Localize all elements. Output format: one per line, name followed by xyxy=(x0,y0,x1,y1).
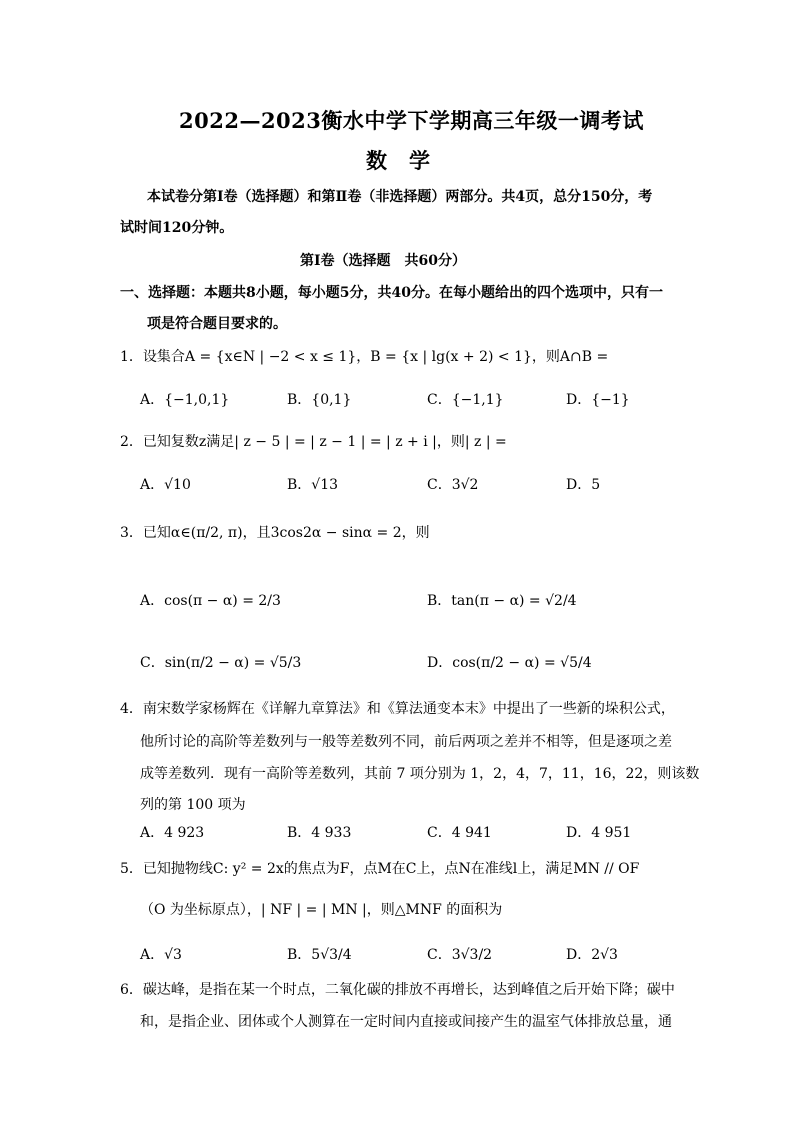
q2-option-d: D．5 xyxy=(566,477,601,493)
q3-option-c: C．sin(π/2 − α) = √5/3 xyxy=(140,655,302,671)
question-number: 4． xyxy=(120,701,143,717)
q4-stem-line-3: 成等差数列．现有一高阶等差数列，其前 7 项分别为 1，2，4，7，11，16，22，则该数 xyxy=(140,766,700,782)
q4-option-b: B．4 933 xyxy=(287,825,352,841)
part1-title: 第Ⅰ卷（选择题 共60分） xyxy=(300,253,467,269)
intro-line-1: 本试卷分第Ⅰ卷（选择题）和第Ⅱ卷（非选择题）两部分。共4页，总分150分，考 xyxy=(147,189,653,205)
question-stem: 已知α∈(π/2, π)，且3cos2α − sinα = 2，则 xyxy=(142,525,430,541)
q1-option-d: D．{−1} xyxy=(566,392,630,408)
section-instructions-line-1: 一、选择题：本题共8小题，每小题5分，共40分。在每小题给出的四个选项中，只有一 xyxy=(120,285,663,301)
question-stem-line-1: 碳达峰，是指在某一个时点，二氧化碳的排放不再增长，达到峰值之后开始下降；碳中 xyxy=(142,982,675,998)
q5-option-b: B．5√3/4 xyxy=(287,947,352,963)
q4-option-c: C．4 941 xyxy=(427,825,492,841)
question-stem-line-1: 南宋数学家杨辉在《详解九章算法》和《算法通变本末》中提出了一些新的垛积公式， xyxy=(142,701,675,717)
q1-option-b: B．{0,1} xyxy=(287,392,352,408)
q1-option-a: A．{−1,0,1} xyxy=(140,392,230,408)
question-number: 1． xyxy=(120,349,143,365)
question-5 xyxy=(120,858,639,878)
question-6 xyxy=(120,979,675,999)
q3-option-b: B．tan(π − α) = √2/4 xyxy=(427,593,577,609)
q3-option-d: D．cos(π/2 − α) = √5/4 xyxy=(427,655,592,671)
question-number: 5． xyxy=(120,861,143,877)
section-instructions-line-2: 项是符合题目要求的。 xyxy=(147,316,287,332)
question-stem: 已知复数z满足| z − 5 | = | z − 1 | = | z + i |，则| z | = xyxy=(142,434,507,450)
q2-option-a: A．√10 xyxy=(140,477,191,493)
q3-option-a: A．cos(π − α) = 2/3 xyxy=(140,593,281,609)
q1-option-c: C．{−1,1} xyxy=(427,392,504,408)
q4-stem-line-4: 列的第 100 项为 xyxy=(140,797,246,813)
question-4 xyxy=(120,698,675,718)
intro-line-2: 试时间120分钟。 xyxy=(120,220,234,236)
question-3 xyxy=(120,522,430,542)
question-stem-line-1: 已知抛物线C: y² = 2x的焦点为F，点M在C上，点N在准线l上，满足MN // OF xyxy=(142,861,640,877)
q2-option-c: C．3√2 xyxy=(427,477,479,493)
q5-option-c: C．3√3/2 xyxy=(427,947,493,963)
question-number: 2． xyxy=(120,434,143,450)
exam-title: 2022—2023衡水中学下学期高三年级一调考试 xyxy=(179,108,644,133)
q4-option-a: A．4 923 xyxy=(140,825,205,841)
q4-stem-line-2: 他所讨论的高阶等差数列与一般等差数列不同，前后两项之差并不相等，但是逐项之差 xyxy=(140,734,672,750)
question-stem: 设集合A = {x∈N | −2 < x ≤ 1}，B = {x | lg(x + 2) < 1}，则A∩B = xyxy=(142,349,609,365)
subject-title: 数学 xyxy=(366,148,452,173)
q5-option-a: A．√3 xyxy=(140,947,182,963)
question-number: 6． xyxy=(120,982,143,998)
q5-option-d: D．2√3 xyxy=(566,947,618,963)
q6-stem-line-2: 和，是指企业、团体或个人测算在一定时间内直接或间接产生的温室气体排放总量，通 xyxy=(140,1014,672,1030)
question-1 xyxy=(120,346,608,366)
q4-option-d: D．4 951 xyxy=(566,825,632,841)
q5-stem-line-2: （O 为坐标原点），| NF | = | MN |，则△MNF 的面积为 xyxy=(140,902,503,918)
question-number: 3． xyxy=(120,525,143,541)
question-2 xyxy=(120,431,507,451)
q2-option-b: B．√13 xyxy=(287,477,339,493)
